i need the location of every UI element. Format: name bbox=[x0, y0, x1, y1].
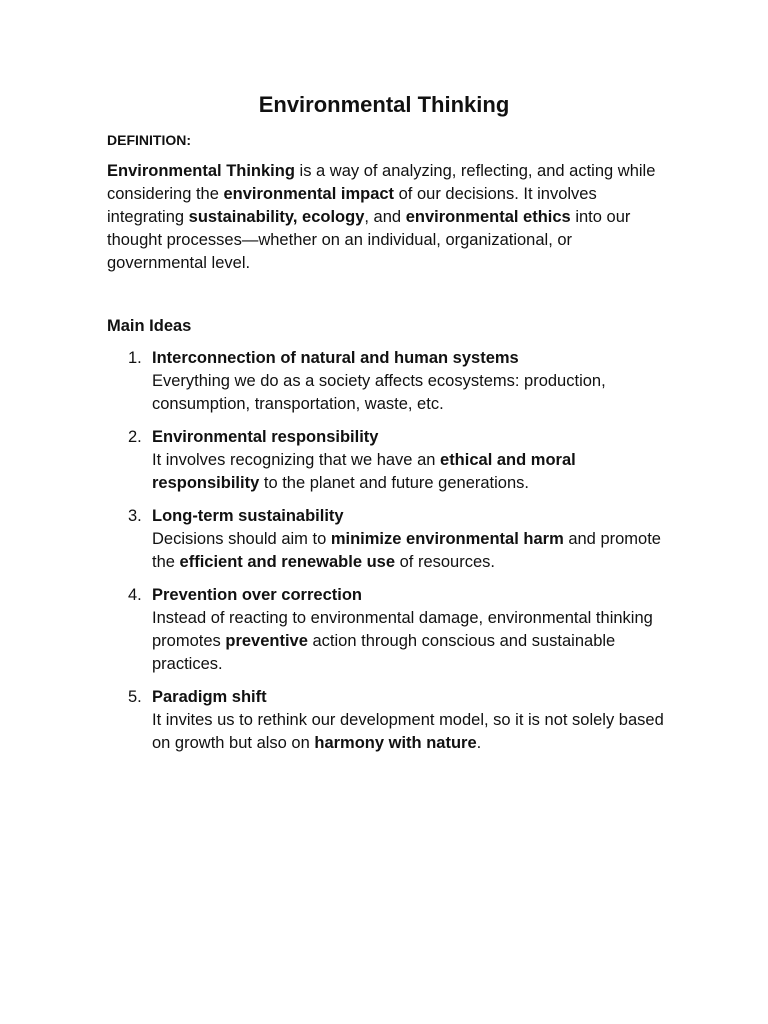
definition-text: , and bbox=[364, 208, 406, 226]
main-idea-title: Environmental responsibility bbox=[152, 428, 379, 446]
definition-text: is a way of analyzing, reflecting, and acting while considering the bbox=[107, 162, 656, 203]
main-idea-item bbox=[107, 505, 667, 574]
main-idea-item bbox=[107, 426, 667, 495]
definition-label: DEFINITION: bbox=[107, 132, 191, 148]
definition-text: into our thought processes—whether on an individual, organizational, or governmental level. bbox=[107, 208, 631, 272]
main-idea-body bbox=[152, 607, 667, 676]
body-text: action through conscious and sustainable practices. bbox=[152, 632, 616, 673]
main-idea-body bbox=[152, 528, 667, 574]
body-emphasis: harmony with nature bbox=[314, 734, 477, 752]
main-idea-title: Prevention over correction bbox=[152, 586, 362, 604]
list-number: 5. bbox=[128, 688, 142, 706]
body-text: to the planet and future generations. bbox=[259, 474, 529, 492]
main-idea-title: Paradigm shift bbox=[152, 688, 267, 706]
definition-emphasis: environmental ethics bbox=[405, 208, 571, 226]
main-idea-item bbox=[107, 584, 667, 676]
body-text: . bbox=[476, 734, 482, 752]
body-emphasis: efficient and renewable use bbox=[179, 553, 396, 571]
main-idea-body bbox=[152, 709, 667, 755]
definition-text: of our decisions. It involves integrating bbox=[107, 185, 597, 226]
list-number: 4. bbox=[128, 586, 142, 604]
body-text: It involves recognizing that we have an bbox=[152, 451, 441, 469]
main-idea-body bbox=[152, 449, 667, 495]
list-number: 2. bbox=[128, 428, 142, 446]
list-number: 3. bbox=[128, 507, 142, 525]
main-idea-item bbox=[107, 347, 667, 416]
list-number: 1. bbox=[128, 349, 142, 367]
main-idea-item bbox=[107, 686, 667, 755]
body-text: Decisions should aim to bbox=[152, 530, 331, 548]
body-text: of resources. bbox=[395, 553, 495, 571]
definition-paragraph bbox=[107, 160, 667, 275]
definition-term: Environmental Thinking bbox=[107, 162, 295, 180]
definition-emphasis: sustainability, ecology bbox=[188, 208, 365, 226]
main-idea-body bbox=[152, 370, 667, 416]
body-emphasis: minimize environmental harm bbox=[330, 530, 564, 548]
definition-emphasis: environmental impact bbox=[223, 185, 395, 203]
main-ideas-list bbox=[107, 347, 667, 765]
main-idea-title: Interconnection of natural and human systems bbox=[152, 349, 519, 367]
body-text: Everything we do as a society affects ecosystems: production, consumption, transportation, waste, etc. bbox=[152, 372, 606, 413]
body-text: Instead of reacting to environmental damage, environmental thinking promotes bbox=[152, 609, 653, 650]
body-text: and promote the bbox=[152, 530, 661, 571]
document-title: Environmental Thinking bbox=[258, 92, 510, 117]
body-emphasis: ethical and moral responsibility bbox=[152, 451, 576, 492]
body-text: It invites us to rethink our development model, so it is not solely based on growth but also on bbox=[152, 711, 664, 752]
main-ideas-heading: Main Ideas bbox=[107, 317, 192, 335]
body-emphasis: preventive bbox=[225, 632, 308, 650]
main-idea-title: Long-term sustainability bbox=[152, 507, 344, 525]
